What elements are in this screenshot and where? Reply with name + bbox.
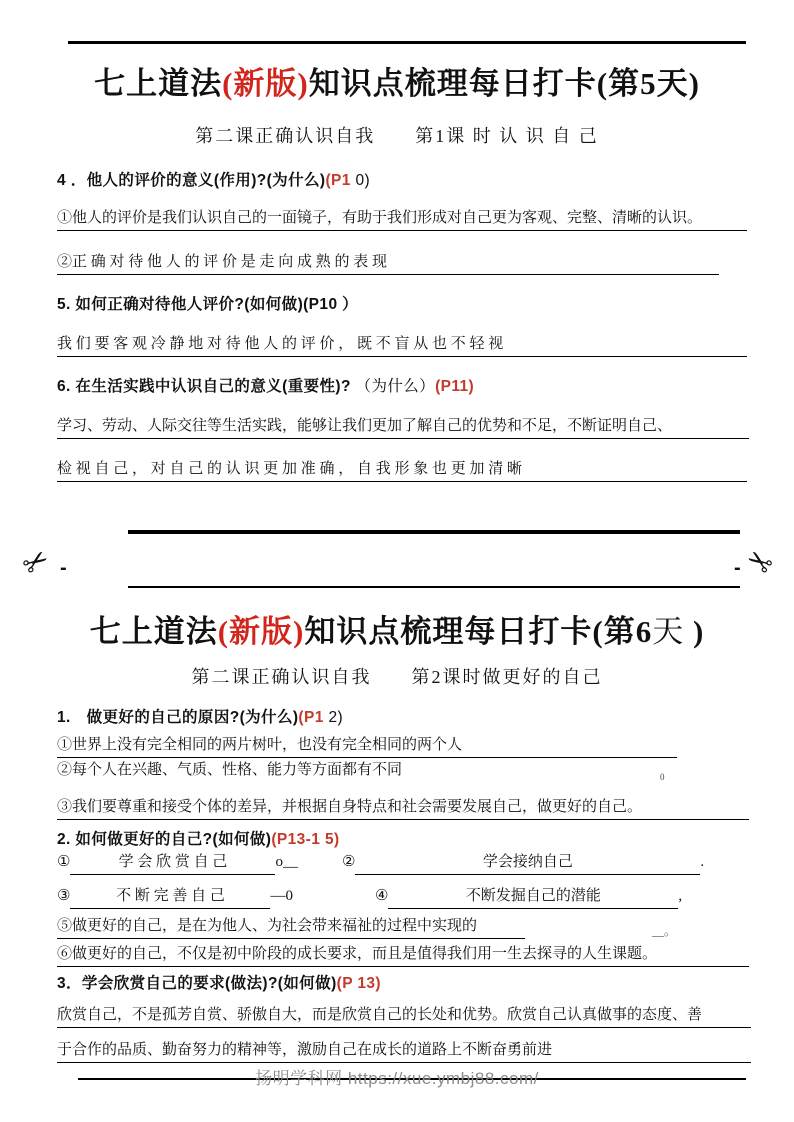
- fill-in-blank: 学 会 欣 赏 自 己: [70, 850, 275, 875]
- stray-mark: .: [700, 854, 705, 870]
- day6-q2-blank-row-2: [57, 884, 682, 909]
- stray-mark: __: [282, 854, 298, 870]
- day6-title-tail: ): [684, 614, 705, 649]
- q4-text: 4 ．他人的评价的意义(作用)?(为什么): [57, 172, 326, 189]
- q4-pageref: (P1: [325, 172, 351, 189]
- q6-why: （为什么）: [355, 378, 436, 395]
- q3-pageref: (P 13): [336, 975, 381, 992]
- scissors-icon: ✂: [739, 541, 779, 584]
- item-number: ④: [374, 888, 389, 904]
- top-rule: [68, 41, 746, 44]
- item-number: ③: [57, 888, 71, 904]
- answer-line: ①世界上没有完全相同的两片树叶，也没有完全相同的两个人: [57, 733, 677, 758]
- q2-text: 2. 如何做更好的自己?(如何做): [57, 831, 272, 848]
- day6-title-red-badge: (新版): [217, 614, 305, 649]
- day6-title: [0, 606, 794, 651]
- day6-question-1-heading: [57, 705, 343, 727]
- answer-line: ⑥做更好的自己，不仅是初中阶段的成长要求，而且是值得我们用一生去探寻的人生课题。: [57, 942, 749, 967]
- day6-q2-answer-5: [57, 914, 525, 939]
- q6-pageref: (P11): [435, 378, 475, 395]
- q2-pageref: (P13-1 5): [271, 831, 340, 848]
- day5-subtitle: 第二课正确认识自我 第1课 时 认 识 自 己: [195, 126, 599, 146]
- answer-line: ①他人的评价是我们认识自己的一面镜子，有助于我们形成对自己更为客观、完整、清晰的认识。: [57, 206, 747, 231]
- q1-pageref: (P1: [298, 709, 324, 726]
- day6-q1-answer-2: [57, 758, 402, 782]
- day6-q3-answer-1: [57, 1003, 751, 1028]
- stray-zero-mark: 0: [660, 772, 665, 782]
- q1-pageref-tail: 2): [323, 709, 344, 726]
- answer-line: 学习、劳动、人际交往等生活实践，能够让我们更加了解自己的优势和不足，不断证明自己、: [57, 414, 749, 439]
- day6-title-pre: 七上道法: [89, 614, 218, 649]
- answer-line: ③我们要尊重和接受个体的差异，并根据自身特点和社会需要发展自己，做更好的自己。: [57, 795, 749, 820]
- stray-mark: o: [275, 854, 283, 870]
- day6-question-2-heading: [57, 827, 340, 849]
- answer-line: 于合作的品质、勤奋努力的精神等，激励自己在成长的道路上不断奋勇前进: [57, 1038, 751, 1063]
- answer-line: 检 视 自 己 ， 对 自 己 的 认 识 更 加 准 确 ， 自 我 形 象 也 更 加 清 晰: [57, 457, 747, 482]
- fill-in-blank: 不 断 完 善 自 己: [70, 884, 270, 909]
- day5-title-pre: 七上道法: [94, 66, 223, 101]
- footer-watermark: 扬明学科网 https://xue.ymbj88.com/: [255, 1069, 539, 1088]
- day5-title-red-badge: (新版): [222, 66, 309, 101]
- q6-text: 6. 在生活实践中认识自己的意义(重要性)?: [57, 378, 356, 395]
- fill-in-blank: 学会接纳自己: [355, 850, 700, 875]
- stray-mark: —0: [270, 888, 293, 904]
- answer-line: 我 们 要 客 观 冷 静 地 对 待 他 人 的 评 价 ， 既 不 盲 从 也 不 轻 视: [57, 332, 747, 357]
- q5-text: 5. 如何正确对待他人评价?(如何做)(P10 ）: [57, 296, 359, 313]
- day6-q2-answer-6: [57, 942, 749, 967]
- day5-question-6-heading: [57, 374, 474, 396]
- day5-q4-answer-1: [57, 206, 747, 231]
- day5-q5-answer: [57, 332, 747, 357]
- answer-line: ②每个人在兴趣、气质、性格、能力等方面都有不同: [57, 762, 403, 778]
- answer-line: ⑤做更好的自己，是在为他人、为社会带来福祉的过程中实现的: [57, 914, 525, 939]
- divider-thick-rule: [128, 530, 740, 534]
- day5-q4-answer-2: [57, 250, 719, 275]
- day6-q1-answer-1: [57, 733, 677, 758]
- stray-period-mark: __。: [652, 924, 677, 938]
- day5-q6-answer-1: [57, 414, 749, 439]
- day6-question-3-heading: [57, 971, 381, 993]
- answer-line: ②正 确 对 待 他 人 的 评 价 是 走 向 成 熟 的 表 现: [57, 250, 719, 275]
- day5-title: [0, 58, 794, 103]
- answer-line: 欣赏自己，不是孤芳自赏、骄傲自大，而是欣赏自己的长处和优势。欣赏自己认真做事的态度、善: [57, 1003, 751, 1028]
- cut-dash-left: -: [60, 557, 67, 579]
- q3-text: 3．学会欣赏自己的要求(做法)?(如何做): [57, 975, 337, 992]
- item-number: ②: [341, 854, 356, 870]
- day6-q2-blank-row-1: [57, 850, 704, 875]
- stray-mark: ,: [678, 888, 683, 904]
- day6-subtitle: 第二课正确认识自我 第2课时做更好的自己: [191, 667, 603, 687]
- q4-pageref-tail: 0): [350, 172, 371, 189]
- item-number: ①: [57, 854, 71, 870]
- cut-dash-right: -: [734, 557, 741, 579]
- day6-q1-answer-3: [57, 795, 749, 820]
- fill-in-blank: 不断发掘自己的潜能: [388, 884, 678, 909]
- scissors-icon: ✂: [16, 541, 57, 584]
- day5-question-5-heading: [57, 292, 358, 314]
- day6-title-light: 天: [652, 614, 685, 649]
- day6-title-post: 知识点梳理每日打卡(第6: [304, 614, 653, 649]
- divider-thin-rule: [128, 586, 740, 588]
- day5-question-4-heading: [57, 168, 370, 190]
- day5-title-post: 知识点梳理每日打卡(第5天): [308, 66, 700, 101]
- day5-q6-answer-2: [57, 457, 747, 482]
- q1-text: 1. 做更好的自己的原因?(为什么): [57, 709, 299, 726]
- day6-q3-answer-2: [57, 1038, 751, 1063]
